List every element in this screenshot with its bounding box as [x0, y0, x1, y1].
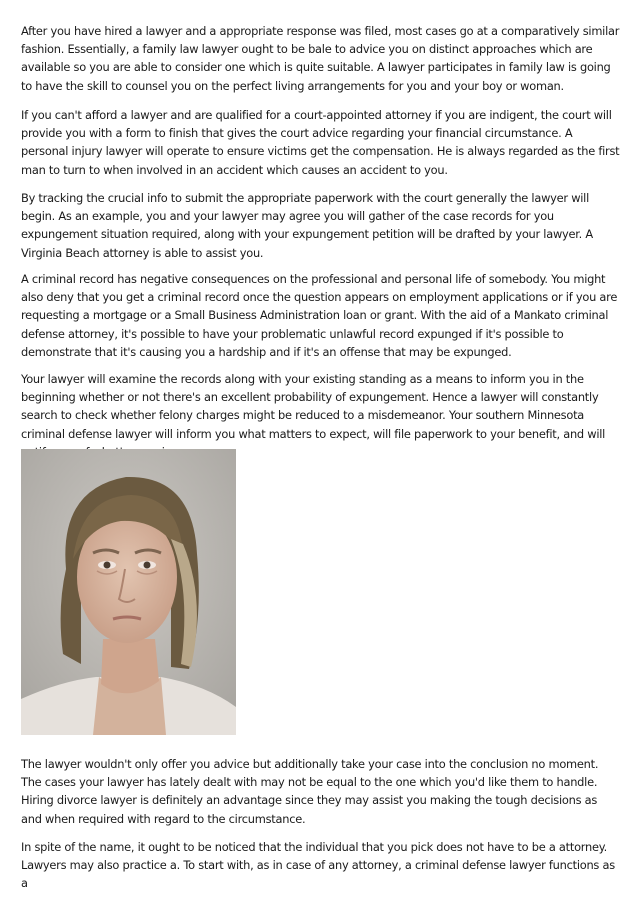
paragraph: Your lawyer will examine the records along with your existing standing as a means to inform you in the beginning whether or not there's an excellent probability of expungement. Hence a lawyer will constantly search to check whether felony charges might be reduced to a misdemeanor. Your southern Minnesota criminal defense lawyer will inform you what matters to expect, will file paperwork to your benefit, and will	[21, 372, 606, 441]
portrait-illustration	[21, 449, 236, 735]
paragraph: If you can't afford a lawyer and are qualified for a court-appointed attorney if you are indigent, the court will provide you with a form to finish that gives the court advice regarding your financial circumstance. A personal injury lawyer will operate to ensure victims get the compensation. He is always regarded as the first man to turn to when involved in an accident which causes an accident to you.	[21, 108, 620, 177]
paragraph: A criminal record has negative consequences on the professional and personal life of somebody. You might also deny that you get a criminal record once the question appears on employment applications or if you are requesting a mortgage or a Small Business Administration loan or grant. With the aid of a Mankato criminal defense attorney, it's possible to have your problematic unlawful record expunged if it's possible to demonstrate that it's causing you a hardship and if it's an offense that may be expunged.	[21, 272, 618, 359]
paragraph: By tracking the crucial info to submit the appropriate paperwork with the court generally the lawyer will begin. As an example, you and your lawyer may agree you will gather of the case records for you expungement situation required, along with your expungement petition will be drafted by your lawyer. A Virginia Beach attorney is able to assist you.	[21, 191, 593, 260]
paragraph: The lawyer wouldn't only offer you advice but additionally take your case into the conclusion no moment. The cases your lawyer has lately dealt with may not be equal to the one which you'd like them to handle. Hiring divorce lawyer is definitely an advantage since they may assist you making the tough decisions as and when required with regard to the circumstance.	[21, 757, 599, 826]
paragraph: In spite of the name, it ought to be noticed that the individual that you pick does not have to be a attorney. Lawyers may also practice a. To start with, as in case of any attorney, a criminal defense lawyer functions as a	[21, 840, 615, 891]
portrait-photo	[21, 449, 236, 735]
paragraph: After you have hired a lawyer and a appropriate response was filed, most cases go at a comparatively similar fashion. Essentially, a family law lawyer ought to be bale to advice you on distinct approaches which are available so you are able to consider one which is quite suitable. A lawyer participates in family law is going to have the skill to counsel you on the perfect living arrangements for you and your boy or woman.	[21, 24, 620, 93]
